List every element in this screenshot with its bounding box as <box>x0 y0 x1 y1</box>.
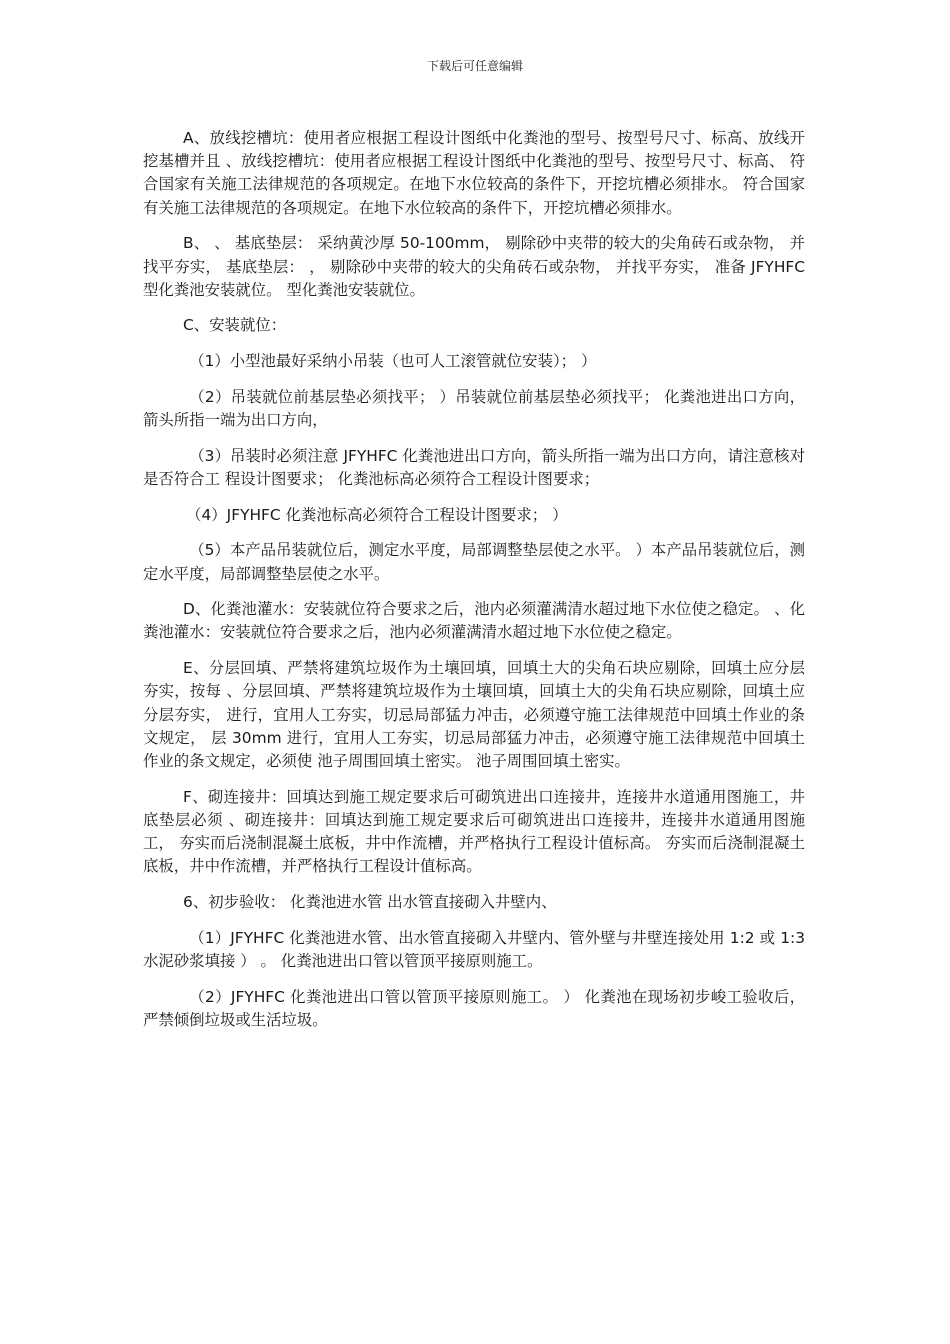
paragraph-6-1-pipes: （1）JFYHFC 化粪池进水管、出水管直接砌入井壁内、管外壁与井壁连接处用 1:2 或 1:3 水泥砂浆填接 ） 。 化粪池进出口管以管顶平接原则施工。 <box>143 928 805 970</box>
paragraph-c1-small-tank: （1）小型池最好采纳小吊装（也可人工滚管就位安装）； ） <box>189 352 597 371</box>
paragraph-a-excavation: A、放线挖槽坑：使用者应根据工程设计图纸中化粪池的型号、按型号尺寸、标高、放线开挖基槽并且 、放线挖槽坑：使用者应根据工程设计图纸中化粪池的型号、按型号尺寸、标高、 符合国家有关施工法律规范的各项规定。在地下水位较高的条件下，开挖坑槽必须排水。 符合国家有关施工法律规范的各项规定。在地下水位较高的条件下，开挖坑槽必须排水。 <box>143 129 805 217</box>
paragraph-c3-direction: （3）吊装时必须注意 JFYHFC 化粪池进出口方向，箭头所指一端为出口方向，请注意核对是否符合工 程设计图要求； 化粪池标高必须符合工程设计图要求； <box>143 446 805 488</box>
paragraph-6-initial-acceptance: 6、初步验收： 化粪池进水管 出水管直接砌入井壁内、 <box>183 892 557 911</box>
page-header: 下载后可任意编辑 <box>426 59 523 73</box>
paragraph-d-water-filling: D、化粪池灌水：安装就位符合要求之后，池内必须灌满清水超过地下水位使之稳定。 、化粪池灌水：安装就位符合要求之后，池内必须灌满清水超过地下水位使之稳定。 <box>143 600 805 642</box>
paragraph-c5-levelness: （5）本产品吊装就位后，测定水平度，局部调整垫层使之水平。 ）本产品吊装就位后，测定水平度，局部调整垫层使之水平。 <box>143 541 805 583</box>
paragraph-c4-elevation: （4）JFYHFC 化粪池标高必须符合工程设计图要求； ） <box>186 505 568 524</box>
paragraph-f-connection-well: F、砌连接井：回填达到施工规定要求后可砌筑进出口连接井，连接井水道通用图施工，井底垫层必须 、砌连接井：回填达到施工规定要求后可砌筑进出口连接井，连接井水道通用图施工， 夯实而后浇制混凝土底板，井中作流槽，并严格执行工程设计值标高。 夯实而后浇制混凝土底板，井中作流槽，并严格执行工程设计值标高。 <box>143 787 805 876</box>
paragraph-b-base-cushion: B、 、 基底垫层： 采纳黄沙厚 50-100mm， 剔除砂中夹带的较大的尖角砖石或杂物， 并找平夯实， 基底垫层： ， 剔除砂中夹带的较大的尖角砖石或杂物， 并找平夯实， 准备 JFYHFC 型化粪池安装就位。 型化粪池安装就位。 <box>143 234 805 299</box>
paragraph-c-installation-heading: C、安装就位： <box>183 316 287 335</box>
paragraph-c2-leveling: （2）吊装就位前基层垫必须找平； ）吊装就位前基层垫必须找平； 化粪池进出口方向，箭头所指一端为出口方向， <box>143 387 805 430</box>
document-body <box>143 127 805 1045</box>
paragraph-e-backfill: E、分层回填、严禁将建筑垃圾作为土壤回填，回填土大的尖角石块应剔除，回填土应分层夯实，按每 、分层回填、严禁将建筑垃圾作为土壤回填，回填土大的尖角石块应剔除，回填土应分层夯实， 进行，宜用人工夯实，切忌局部猛力冲击，必须遵守施工法律规范中回填土作业的条文规定， 层 30mm 进行，宜用人工夯实，切忌局部猛力冲击，必须遵守施工法律规范中回填土作业的条文规定，必须使 池子周围回填土密实。 池子周围回填土密实。 <box>143 659 805 770</box>
paragraph-6-2-pipe-joint: （2）JFYHFC 化粪池进出口管以管顶平接原则施工。 ） 化粪池在现场初步峻工验收后，严禁倾倒垃圾或生活垃圾。 <box>143 987 805 1029</box>
